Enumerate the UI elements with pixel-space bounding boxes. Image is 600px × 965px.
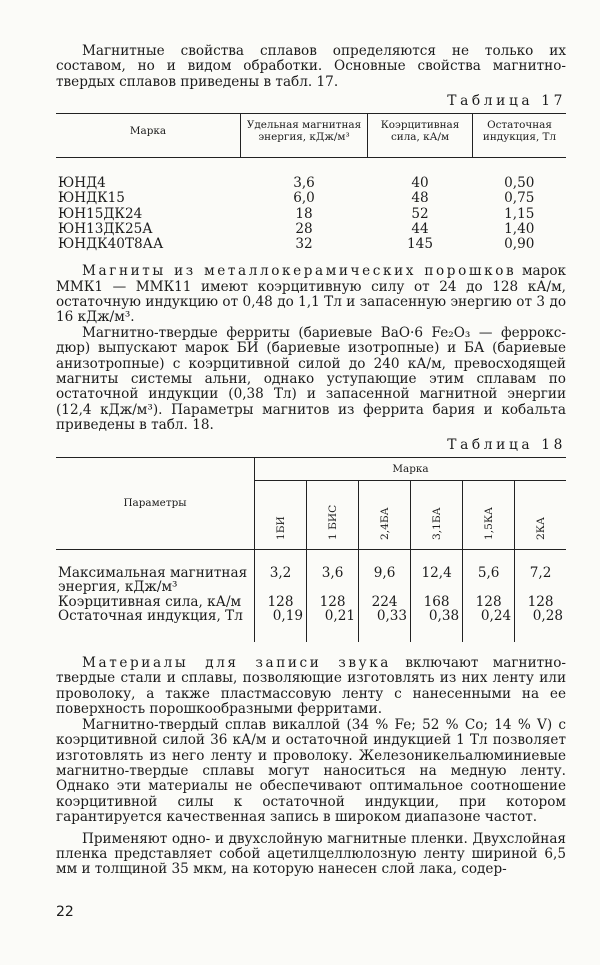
grade-label: 1БИ [274, 515, 287, 540]
table-cell: 1,40 [504, 220, 535, 237]
table-cell: 3,2 [255, 549, 307, 595]
page-number: 22 [56, 904, 74, 920]
table-cell: 128 [255, 595, 307, 610]
table-cell: 32 [295, 236, 313, 253]
table-cell: 0,90 [504, 236, 535, 253]
table-row [56, 207, 566, 222]
table18-header-row [56, 457, 566, 480]
table-cell: 5,6 [463, 549, 515, 595]
table-cell: 0,21 [307, 609, 359, 642]
table-cell: 0,33 [359, 609, 411, 642]
table-cell: 44 [411, 220, 429, 237]
films-paragraph: Применяют одно- и двухслойную магнитные пленки. Двухслойная пленка представляет собой ацетилцеллюлозную ленту шириной 6,5 мм и толщиной 35 мкм, на которую нанесен слой лака, содер- [56, 830, 566, 878]
recording-lead: Материалы для записи звука [82, 655, 392, 672]
table-cell: ЮН15ДК24 [58, 205, 143, 222]
table18-header-params: Параметры [123, 497, 187, 510]
cermet-lead: Магниты из металлокерамических порошков [82, 263, 517, 280]
grade-label: 2КА [534, 516, 547, 540]
table-row [56, 158, 566, 192]
grade-label: 3,1БА [430, 507, 443, 540]
grade-label: 1 БИС [326, 504, 339, 540]
table18-header-grade: Марка [255, 457, 567, 480]
table-row [56, 222, 566, 237]
table-cell: 0,28 [515, 609, 566, 642]
table-cell: 0,19 [255, 609, 307, 642]
table-cell: 0,75 [504, 190, 535, 207]
table-row [56, 549, 566, 595]
table18-grade-header [255, 480, 307, 549]
table-row [56, 191, 566, 206]
table17-header-row [56, 114, 566, 158]
grade-label: 2,4БА [378, 507, 391, 540]
table-cell: 28 [295, 220, 313, 237]
table-cell: 7,2 [515, 549, 566, 595]
table17 [56, 113, 566, 252]
table-cell: 18 [295, 205, 313, 222]
table-cell: 0,38 [411, 609, 463, 642]
table-cell: 145 [407, 236, 433, 253]
cermet-paragraph [56, 264, 566, 326]
table18-grade-header [307, 480, 359, 549]
table18-grade-header [359, 480, 411, 549]
table18-grade-header [463, 480, 515, 549]
recording-paragraph [56, 656, 566, 718]
table17-caption: Таблица 17 [447, 93, 566, 110]
table18 [56, 457, 566, 642]
table-cell: 224 [359, 595, 411, 610]
table-cell: 48 [411, 190, 429, 207]
table-cell: 1,15 [504, 205, 535, 222]
table-cell: ЮН13ДК25А [58, 220, 153, 237]
table-cell: Коэрцитивная сила, кА/м [58, 593, 242, 610]
table-cell: 168 [411, 595, 463, 610]
page-body [56, 44, 566, 878]
table-cell: 0,50 [504, 175, 535, 192]
intro-paragraph: Магнитные свойства сплавов определяются не только их составом, но и видом обработки. Основные свойства магнитно-твердых сплавов приведены в табл. 17. [56, 43, 566, 90]
table-cell: 3,6 [307, 549, 359, 595]
cermet-rest: марок ММК1 — ММК11 имеют коэрцитивную силу от 24 до 128 кА/м, остаточную индукцию от 0,48 до 1,1 Тл и запасенную энергию от 3 до 16 кДж/м³. [56, 263, 566, 326]
table-cell: 0,24 [463, 609, 515, 642]
table-cell: Остаточная индукция, Тл [58, 608, 243, 625]
grade-label: 1,5КА [482, 506, 495, 540]
table-cell: 12,4 [411, 549, 463, 595]
table-cell: ЮНДК15 [58, 190, 125, 207]
table17-header-coercivity: Коэрцитивная сила, кА/м [368, 114, 473, 158]
table-cell: 6,0 [293, 190, 315, 207]
table-cell: ЮНД4 [58, 175, 106, 192]
vicalloy-paragraph: Магнитно-твердый сплав викаллой (34 % Fe; 52 % Co; 14 % V) с коэрцитивной силой 36 кА/м и остаточной индукцией 1 Тл позволяет изготовлять из него ленту и проволоку. Железоникельалюминиевые магнитно-твердые сплавы могут наноситься на медную ленту. Однако эти материалы не обеспечивают оптимальное соотношение коэрцитивной силы к остаточной индукции, при котором гарантируется качественная запись в широком диапазоне частот. [56, 716, 566, 826]
table18-grade-header [515, 480, 566, 549]
recording-rest: включают магнитно-твердые стали и сплавы, позволяющие изготовлять из них ленту или проволоку, а также пластмассовую ленту с нанесенными на ее поверхность порошкообразными ферритами. [56, 655, 566, 718]
table-cell: 40 [411, 175, 429, 192]
table-cell: 9,6 [359, 549, 411, 595]
table-row [56, 237, 566, 252]
table-cell: Максимальная магнитная энергия, кДж/м³ [58, 564, 248, 596]
table18-caption: Таблица 18 [447, 436, 566, 453]
table-cell: 128 [463, 595, 515, 610]
table-cell: 128 [307, 595, 359, 610]
table-cell: 3,6 [293, 175, 315, 192]
table-row [56, 609, 566, 642]
table-cell: 128 [515, 595, 566, 610]
table17-header-grade: Марка [129, 124, 167, 137]
table17-header-energy: Удельная магнитная энергия, кДж/м³ [241, 114, 368, 158]
ferrites-paragraph: Магнитно-твердые ферриты (бариевые BaO·6 Fe₂O₃ — феррокс-дюр) выпускают марок БИ (бариевые изотропные) и БА (бариевые анизотропные) с коэрцитивной силой до 240 кА/м, превосходящей магниты системы альни, однако уступающие этим сплавам по остаточной индукции (0,38 Тл) и запасенной магнитной энергии (12,4 кДж/м³). Параметры магнитов из феррита бария и кобальта приведены в табл. 18. [56, 324, 566, 434]
table17-header-induction: Остаточная индукция, Тл [473, 114, 567, 158]
table18-grade-header [411, 480, 463, 549]
table-cell: ЮНДК40Т8АА [58, 236, 164, 253]
table-cell: 52 [411, 205, 429, 222]
table-row [56, 595, 566, 610]
